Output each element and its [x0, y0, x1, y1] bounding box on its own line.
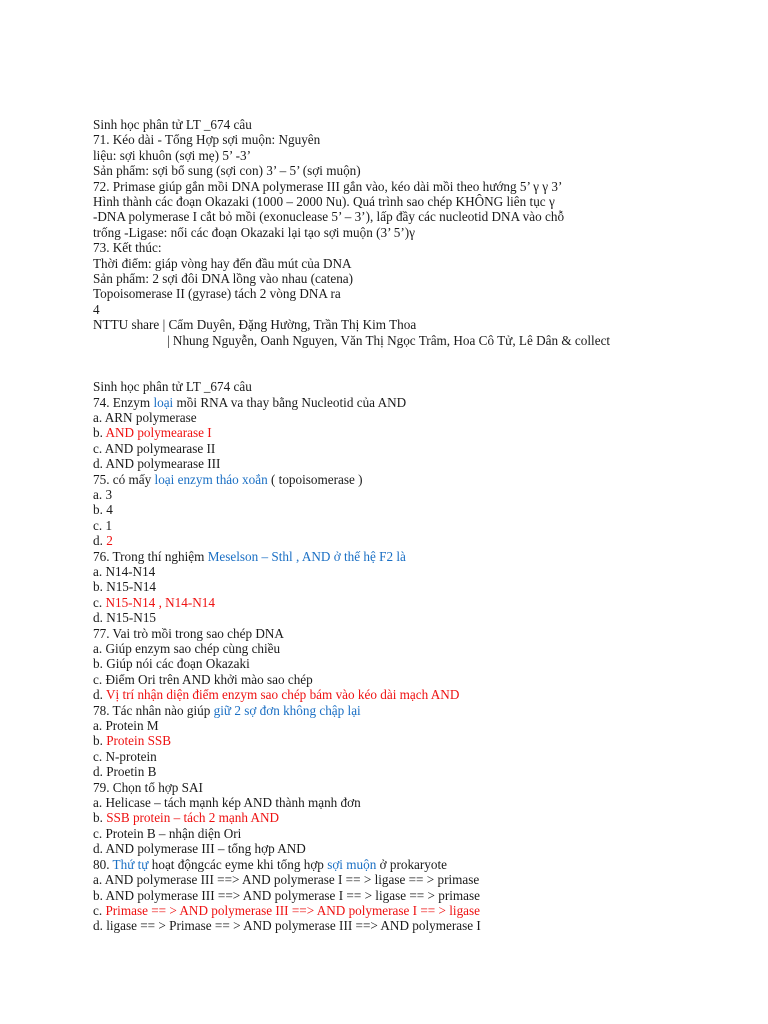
text-segment: trống -Ligase: nối các đoạn Okazaki lại tạo sợi muộn (3’ 5’)γ — [93, 224, 415, 240]
text-block-part2 — [93, 379, 753, 934]
text-line — [93, 410, 753, 425]
text-line — [93, 502, 753, 517]
text-segment: 74. Enzym — [93, 394, 154, 410]
section-gap — [93, 348, 753, 379]
text-segment: 78. Tác nhân nào giúp — [93, 702, 214, 718]
text-segment: c. AND polymearase II — [93, 440, 216, 456]
text-line — [93, 533, 753, 548]
text-segment: c. Điểm Ori trên AND khởi mào sao chép — [93, 671, 313, 687]
highlighted-keyword: Thứ tự — [112, 856, 149, 872]
text-line — [93, 749, 753, 764]
highlighted-keyword: giữ 2 sợ đơn không chập lại — [213, 702, 361, 718]
text-segment: mồi RNA va thay bằng Nucleotid của AND — [173, 394, 407, 410]
text-segment: a. Protein M — [93, 718, 159, 734]
text-block-part1 — [93, 117, 753, 348]
text-line — [93, 733, 753, 748]
text-segment: a. Giúp enzym sao chép cùng chiều — [93, 641, 281, 656]
text-line — [93, 286, 753, 301]
text-line — [93, 687, 753, 702]
text-segment: Hình thành các đoạn Okazaki (1000 – 2000 Nu). Quá trình sao chép KHÔNG liên tục γ — [93, 194, 555, 210]
highlighted-answer: AND polymearase I — [105, 425, 212, 441]
text-segment: d. AND polymerase III – tổng hợp AND — [93, 841, 306, 857]
text-segment: a. AND polymerase III ==> AND polymerase I == > ligase == > primase — [93, 872, 480, 888]
text-line — [93, 518, 753, 533]
text-line — [93, 395, 753, 410]
text-line — [93, 132, 753, 147]
text-line — [93, 672, 753, 687]
text-segment: Sản phẩm: sợi bổ sung (sợi con) 3’ – 5’ (sợi muộn) — [93, 163, 361, 179]
text-segment: 80. — [93, 856, 113, 872]
highlighted-answer: N15-N14 , N14-N14 — [105, 594, 215, 610]
text-segment: c. 1 — [93, 517, 113, 533]
text-segment: d. ligase == > Primase == > AND polymerase III ==> AND polymerase I — [93, 918, 481, 934]
text-line — [93, 379, 753, 394]
text-segment: | Nhung Nguyễn, Oanh Nguyen, Văn Thị Ngọc Trâm, Hoa Cô Tử, Lê Dân & collect — [167, 332, 611, 348]
highlighted-keyword: loại — [153, 394, 174, 410]
text-segment: d. — [93, 533, 107, 549]
text-line — [93, 549, 753, 564]
highlighted-answer: Primase == > AND polymerase III ==> AND polymerase I == > ligase — [105, 902, 481, 918]
text-line — [93, 148, 753, 163]
text-segment: 76. Trong thí nghiệm — [93, 548, 208, 564]
text-line — [93, 163, 753, 178]
text-segment: Thời điểm: giáp vòng hay đến đầu mút của DNA — [93, 255, 352, 271]
text-line — [93, 487, 753, 502]
highlighted-answer: Vị trí nhận diện điểm enzym sao chép bám vào kéo dài mạch AND — [105, 687, 460, 703]
text-segment: Sản phẩm: 2 sợi đôi DNA lồng vào nhau (catena) — [93, 271, 354, 287]
text-line — [93, 610, 753, 625]
text-line — [93, 826, 753, 841]
highlighted-answer: SSB protein – tách 2 mạnh AND — [106, 810, 280, 826]
text-segment: d. Proetin B — [93, 764, 157, 780]
text-line — [93, 256, 753, 271]
text-segment: hoạt độngcác eyme khi tổng hợp — [148, 856, 328, 872]
text-segment: b. — [93, 733, 107, 749]
highlighted-keyword: sợi muộn — [327, 856, 377, 872]
document-page — [93, 117, 753, 934]
text-line — [93, 179, 753, 194]
text-line — [93, 117, 753, 132]
text-segment: ở prokaryote — [376, 856, 447, 872]
text-line — [93, 209, 753, 224]
text-segment: 4 — [93, 301, 100, 317]
text-segment: b. — [93, 425, 106, 441]
text-segment: liệu: sợi khuôn (sợi mẹ) 5’ -3’ — [93, 147, 252, 163]
text-line — [93, 918, 753, 933]
text-segment: a. N14-N14 — [93, 563, 156, 579]
text-line — [93, 225, 753, 240]
text-line — [93, 441, 753, 456]
text-segment: ( topoisomerase ) — [267, 471, 363, 487]
highlighted-answer: Protein SSB — [106, 733, 172, 749]
text-segment: a. ARN polymerase — [93, 409, 197, 425]
text-line — [93, 810, 753, 825]
text-segment: NTTU share | Cẩm Duyên, Đặng Hường, Trần Thị Kim Thoa — [93, 317, 417, 333]
text-segment: b. AND polymerase III ==> AND polymerase I == > ligase == > primase — [93, 887, 481, 903]
text-line — [93, 872, 753, 887]
text-segment: d. AND polymearase III — [93, 456, 221, 472]
text-segment: 79. Chọn tổ hợp SAI — [93, 779, 203, 795]
text-line — [93, 564, 753, 579]
text-segment: c. Protein B – nhận diện Ori — [93, 825, 242, 841]
text-segment: b. — [93, 810, 107, 826]
text-segment: d. — [93, 687, 106, 703]
text-segment: a. Helicase – tách mạnh kép AND thành mạnh đơn — [93, 795, 361, 811]
text-line — [93, 857, 753, 872]
text-line — [93, 641, 753, 656]
text-line — [93, 333, 753, 348]
highlighted-keyword: Meselson – Sthl , AND ở thế hệ F2 là — [207, 548, 406, 564]
text-line — [93, 240, 753, 255]
highlighted-keyword: loại enzym tháo xoắn — [154, 471, 268, 487]
text-segment: d. N15-N15 — [93, 610, 157, 626]
text-line — [93, 780, 753, 795]
text-segment: Sinh học phân tử LT _674 câu — [93, 379, 252, 395]
text-segment: c. — [93, 594, 106, 610]
text-line — [93, 317, 753, 332]
text-line — [93, 425, 753, 440]
text-segment: 72. Primase giúp gắn mồi DNA polymerase III gắn vào, kéo dài mồi theo hướng 5’ γ γ 3’ — [93, 178, 563, 194]
text-line — [93, 703, 753, 718]
text-segment: 71. Kéo dài - Tổng Hợp sợi muộn: Nguyên — [93, 132, 321, 148]
text-line — [93, 579, 753, 594]
text-line — [93, 271, 753, 286]
text-segment: b. N15-N14 — [93, 579, 157, 595]
text-line — [93, 903, 753, 918]
text-segment: c. — [93, 902, 106, 918]
text-segment: 77. Vai trò mồi trong sao chép DNA — [93, 625, 284, 641]
text-line — [93, 795, 753, 810]
text-line — [93, 841, 753, 856]
text-line — [93, 888, 753, 903]
text-line — [93, 595, 753, 610]
text-line — [93, 456, 753, 471]
text-line — [93, 194, 753, 209]
text-segment: b. Giúp nói các đoạn Okazaki — [93, 656, 250, 672]
text-segment: a. 3 — [93, 486, 113, 502]
text-segment: -DNA polymerase I cắt bỏ mồi (exonuclease 5’ – 3’), lấp đầy các nucleotid DNA vào chỗ — [93, 209, 565, 225]
text-segment: Topoisomerase II (gyrase) tách 2 vòng DNA ra — [93, 286, 341, 302]
text-line — [93, 302, 753, 317]
text-segment: 73. Kết thúc: — [93, 240, 162, 256]
text-line — [93, 718, 753, 733]
highlighted-answer: 2 — [106, 533, 113, 549]
text-line — [93, 764, 753, 779]
text-line — [93, 626, 753, 641]
text-segment: c. N-protein — [93, 748, 157, 764]
text-segment: 75. có mấy — [93, 471, 155, 487]
text-line — [93, 656, 753, 671]
text-line — [93, 472, 753, 487]
text-segment: b. 4 — [93, 502, 113, 518]
text-segment: Sinh học phân tử LT _674 câu — [93, 117, 252, 132]
